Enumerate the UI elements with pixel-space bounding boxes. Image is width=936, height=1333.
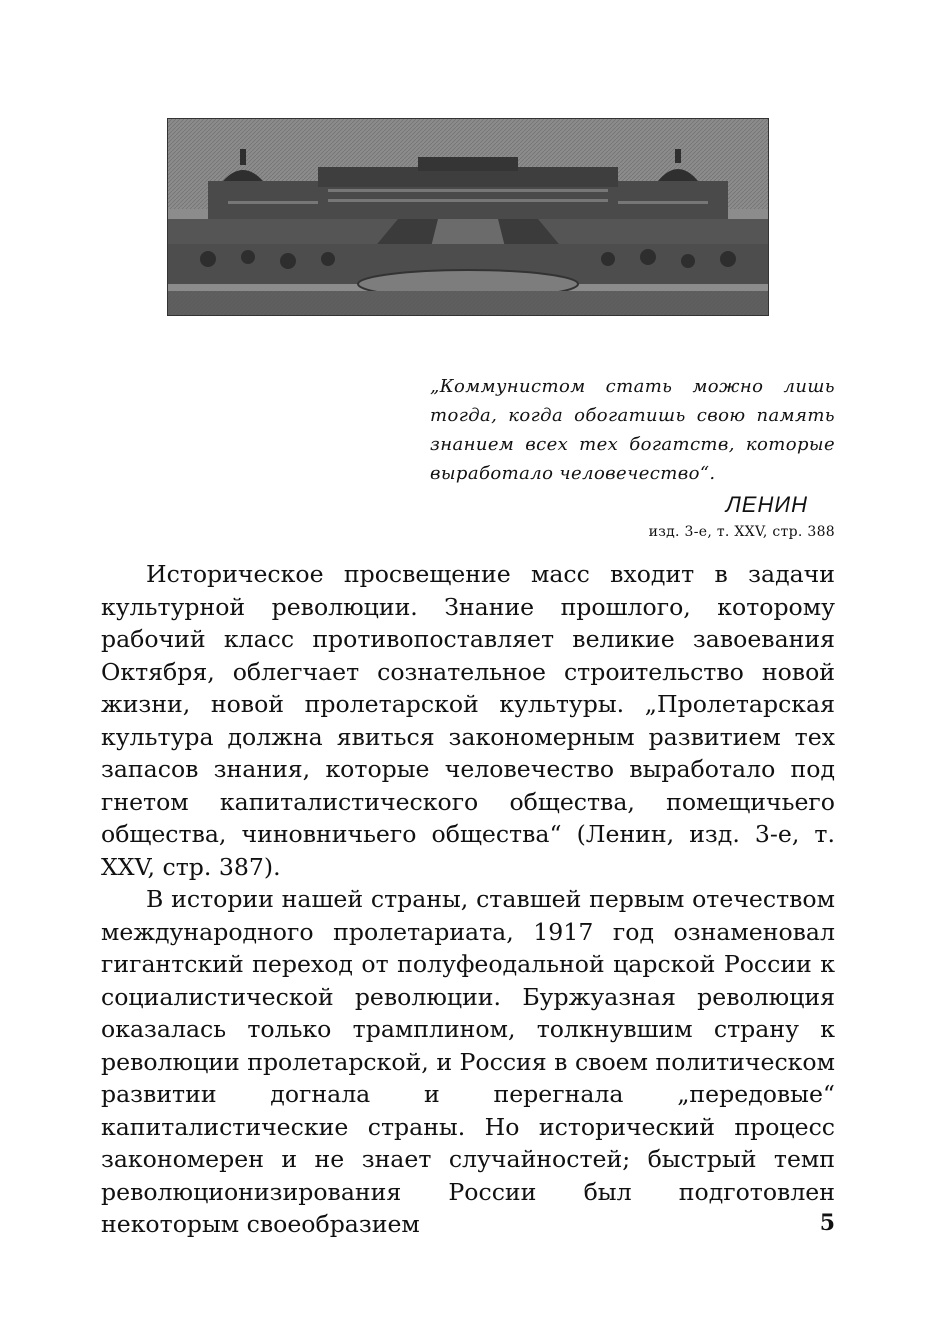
epigraph-quote: „Коммунистом стать можно лишь тогда, когда обогатишь свою память знанием всех тех богатств, которые выработало человечество“. xyxy=(430,376,835,484)
palace-illustration xyxy=(167,118,769,316)
epigraph-source: изд. 3-е, т. XXV, стр. 388 xyxy=(648,524,835,540)
body-text xyxy=(101,558,835,1241)
paragraph: Историческое просвещение масс входит в задачи культурной революции. Знание прошлого, которому рабочий класс противопоставляет великие завоевания Октября, облегчает сознательное строительство новой жизни, новой пролетарской культуры. „Пролетарская культура должна явиться закономерным развитием тех запасов знания, которые человечество выработало под гнетом капиталистического общества, помещичьего общества, чиновничьего общества“ (Ленин, изд. 3-е, т. XXV, стр. 387). xyxy=(101,560,835,881)
epigraph-author: ЛЕНИН xyxy=(725,492,808,517)
palace-engraving-illustration xyxy=(168,119,768,315)
page-number: 5 xyxy=(819,1210,835,1236)
paragraph: В истории нашей страны, ставшей первым отечеством международного пролетариата, 1917 год ознаменовал гигантский переход от полуфеодальной царской России к социалистической революции. Буржуазная революция оказалась только трамплином, толкнувшим страну к революции пролетарской, и Россия в своем политическом развитии догнала и перегнала „передовые“ капиталистические страны. Но исторический процесс закономерен и не знает случайностей; быстрый темп революционизирования России был подготовлен некоторым своеобразием xyxy=(101,885,835,1238)
